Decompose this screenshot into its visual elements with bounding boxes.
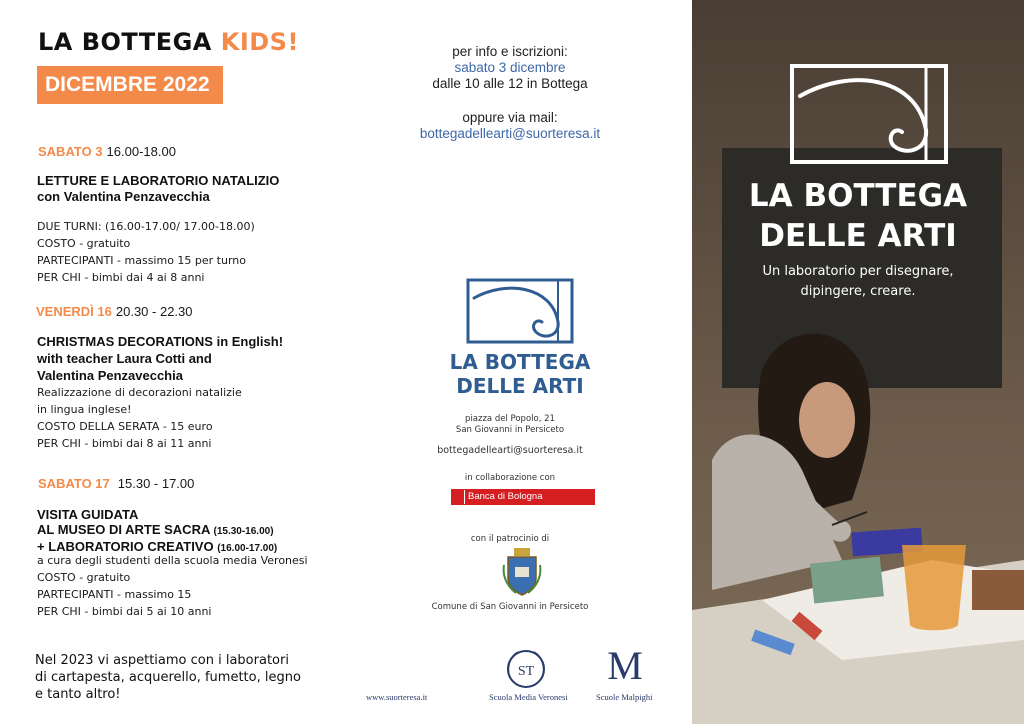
info-hours: dalle 10 alle 12 in Bottega bbox=[432, 76, 588, 91]
event-title: CHRISTMAS DECORATIONS in English! with teacher Laura Cotti and Valentina Penzavecchia bbox=[37, 334, 284, 383]
event-2 bbox=[36, 304, 193, 319]
title-main: LA BOTTEGA bbox=[38, 28, 221, 56]
bank-mark-icon bbox=[452, 490, 464, 504]
event-3 bbox=[38, 476, 194, 491]
event-day: VENERDÌ 16 20.30 - 22.30 bbox=[36, 304, 193, 319]
cover-logo-icon bbox=[790, 64, 948, 164]
school-malpighi-name: Scuole Malpighi bbox=[596, 692, 653, 702]
event-time: 16.00-18.00 bbox=[106, 144, 176, 159]
school-veronesi-emblem-icon bbox=[504, 648, 548, 690]
event-title: LETTURE E LABORATORIO NATALIZIO con Valentina Penzavecchia bbox=[37, 173, 280, 204]
school-malpighi-monogram: M bbox=[607, 643, 643, 688]
brand-email-link[interactable]: bottegadellearti@suorteresa.it bbox=[437, 445, 583, 456]
closing-note: Nel 2023 vi aspettiamo con i laboratori di cartapesta, acquerello, fumetto, legno e tanto altro! bbox=[35, 653, 301, 702]
event-details: a cura degli studenti della scuola media Veronesi COSTO - gratuito PARTECIPANTI - massimo 15 PER CHI - bimbi dai 5 ai 10 anni bbox=[37, 554, 308, 618]
patronage-label: con il patrocinio di bbox=[470, 534, 550, 544]
bank-name: Banca di Bologna bbox=[465, 490, 595, 504]
school-veronesi-name: Scuola Media Veronesi bbox=[489, 692, 568, 702]
title-accent: KIDS! bbox=[220, 28, 299, 56]
school-veronesi-monogram: ST bbox=[517, 664, 535, 679]
cover-photo bbox=[692, 0, 1024, 724]
event-time: 15.30 - 17.00 bbox=[117, 476, 195, 491]
website-link[interactable]: www.suorteresa.it bbox=[366, 692, 428, 702]
event-day: SABATO 3 16.00-18.00 bbox=[38, 144, 176, 159]
page-title bbox=[38, 28, 299, 56]
event-details: DUE TURNI: (16.00-17.00/ 17.00-18.00) COSTO - gratuito PARTECIPANTI - massimo 15 per turno PER CHI - bimbi dai 4 ai 8 anni bbox=[37, 220, 255, 284]
info-date: sabato 3 dicembre bbox=[454, 60, 566, 75]
event-time: 20.30 - 22.30 bbox=[115, 304, 193, 319]
collab-label: in collaborazione con bbox=[464, 473, 556, 483]
bottega-logo-icon bbox=[466, 278, 574, 344]
comune-label: Comune di San Giovanni in Persiceto bbox=[431, 602, 589, 612]
coat-of-arms-icon bbox=[502, 547, 542, 597]
info-email-link[interactable]: bottegadellearti@suorteresa.it bbox=[419, 126, 601, 141]
bank-logo bbox=[451, 489, 595, 505]
cover-brand-name: LA BOTTEGA DELLE ARTI bbox=[748, 178, 968, 254]
cover-tagline: Un laboratorio per disegnare, dipingere, creare. bbox=[762, 264, 954, 299]
event-details: Realizzazione di decorazioni natalizie in lingua inglese! COSTO DELLA SERATA - 15 euro PER CHI - bimbi dai 8 ai 11 anni bbox=[37, 386, 242, 450]
info-mail-label: oppure via mail: bbox=[462, 110, 558, 125]
event-day: SABATO 17 15.30 - 17.00 bbox=[38, 476, 195, 491]
brand-name: LA BOTTEGA DELLE ARTI bbox=[449, 350, 591, 398]
event-title: VISITA GUIDATA AL MUSEO DI ARTE SACRA (15.30-16.00) + LABORATORIO CREATIVO (16.00-17.00) bbox=[37, 507, 278, 554]
info-block bbox=[360, 44, 660, 142]
brand-address: piazza del Popolo, 21 San Giovanni in Persiceto bbox=[455, 414, 565, 435]
info-heading: per info e iscrizioni: bbox=[452, 44, 568, 59]
event-1 bbox=[38, 144, 176, 159]
month-banner: DICEMBRE 2022 bbox=[37, 66, 223, 104]
